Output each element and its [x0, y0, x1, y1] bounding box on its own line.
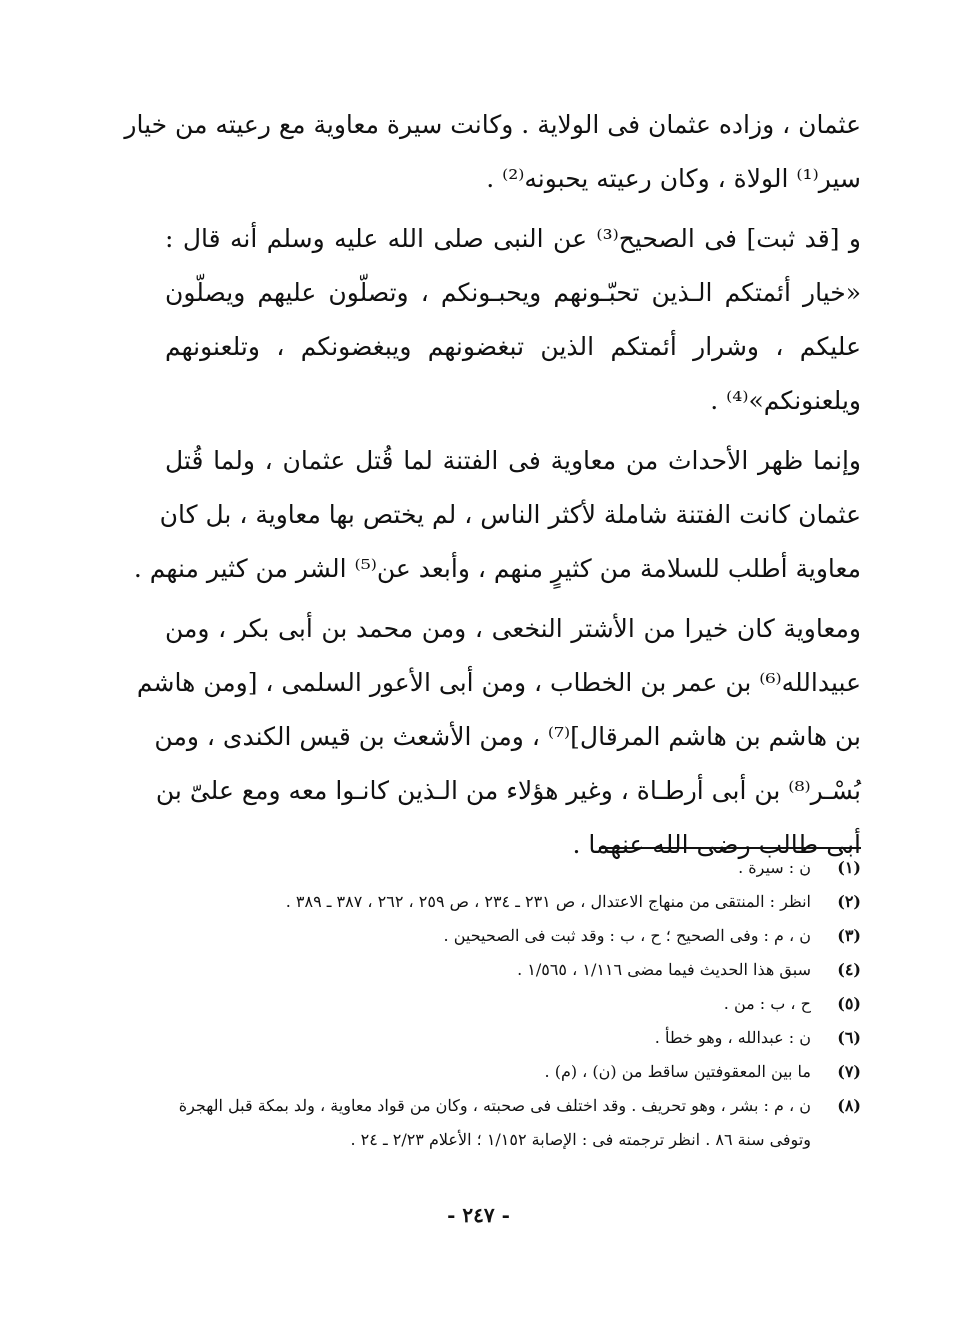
- text-line: عليكم ، وشرار أئمتكم الذين تبغضونهم ويبغضونكم ، وتلعنونهم: [165, 332, 861, 361]
- text-line: بُسْـر⁽⁸⁾ بن أبى أرطـاة ، وغير هؤلاء من الـذين كانـوا معه ومع علىّ بن: [155, 776, 861, 805]
- footnote-text: انظر : المنتقى من منهاج الاعتدال ، ص ٢٣١ ـ ٢٣٤ ، ص ٢٥٩ ، ٢٦٢ ، ٣٨٧ ـ ٣٨٩ .: [285, 892, 811, 911]
- footnote-number: (٤): [837, 960, 861, 979]
- text-line: عبيدالله⁽⁶⁾ بن عمر بن الخطاب ، ومن أبى الأعور السلمى ، [ومن هاشم: [136, 668, 861, 697]
- footnote-number: (١): [837, 858, 861, 877]
- footnote-number: (٦): [837, 1028, 861, 1047]
- text-line: وإنما ظهر الأحداث من معاوية فى الفتنة لما قُتل عثمان ، ولما قُتل: [165, 446, 861, 475]
- text-line: ويلعنونكم»⁽⁴⁾ .: [710, 386, 861, 415]
- footnote-item: [165, 1021, 861, 1055]
- footnote-item: [165, 1055, 861, 1089]
- text-line: سير⁽¹⁾ الولاة ، وكان رعيته يحبونه⁽²⁾ .: [486, 164, 861, 193]
- footnote-item: [165, 1089, 861, 1157]
- footnote-item: [165, 885, 861, 919]
- text-line: أبى طالب رضى الله عنهما .: [572, 830, 861, 859]
- text-line: ومعاوية كان خيرا من الأشتر النخعى ، ومن محمد بن أبى بكر ، ومن: [165, 614, 861, 643]
- footnotes: [165, 851, 861, 1157]
- text-line: بن هاشم بن هاشم المرقال]⁽⁷⁾ ، ومن الأشعث بن قيس الكندى ، ومن: [154, 722, 861, 751]
- text-line: «خيار أئمتكم الـذين تحبّـونهم ويحبـونكم ، وتصلّون عليهم ويصلّون: [165, 278, 861, 307]
- footnote-item: [165, 851, 861, 885]
- footnote-item: [165, 953, 861, 987]
- footnote-text: ن : عبدالله ، وهو خطأ .: [654, 1028, 811, 1047]
- footnote-text: ح ، ب : من .: [723, 994, 811, 1013]
- footnote-item: [165, 919, 861, 953]
- text-line: معاوية أطلب للسلامة من كثيرٍ منهم ، وأبعد عن⁽⁵⁾ الشر من كثير منهم .: [133, 554, 861, 583]
- text-line: و [قد ثبت] فى الصحيح⁽³⁾ عن النبى صلى الله عليه وسلم أنه قال :: [165, 224, 862, 253]
- text-line: عثمان ، وزاده عثمان فى الولاية . وكانت سيرة معاوية مع رعيته من خيار: [124, 110, 861, 139]
- page-number: - ٢٤٧ -: [447, 1203, 510, 1227]
- text-line: عثمان كانت الفتنة شاملة لأكثر الناس ، لم يختص بها معاوية ، بل كان: [159, 500, 861, 529]
- footnote-number: (٨): [837, 1096, 861, 1115]
- footnote-text: ن ، م : وفى الصحيح ؛ ح ، ب : وقد ثبت فى الصحيحين .: [443, 926, 811, 945]
- footnote-number: (٣): [837, 926, 861, 945]
- footnote-text: ن : سيرة .: [738, 858, 811, 877]
- footnote-number: (٢): [837, 892, 861, 911]
- footnote-text: ما بين المعقوفتين ساقط من (ن) ، (م) .: [544, 1062, 811, 1081]
- footnote-text: سبق هذا الحديث فيما مضى ١/١١٦ ، ١/٥٦٥ .: [517, 960, 811, 979]
- main-text: [124, 98, 862, 872]
- footnote-text: ن ، م : بشر ، وهو تحريف . وقد اختلف فى صحبته ، وكان من قواد معاوية ، ولد بمكة قبل الهجرة وتوفى سنة ٨٦ . انظر ترجمته فى : الإصابة ١/١٥٢ ؛ الأعلام ٢/٢٣ ـ ٢٤ .: [178, 1096, 811, 1149]
- footnote-divider: [599, 847, 861, 849]
- footnote-item: [165, 987, 861, 1021]
- footnote-number: (٥): [837, 994, 861, 1013]
- footnote-number: (٧): [837, 1062, 861, 1081]
